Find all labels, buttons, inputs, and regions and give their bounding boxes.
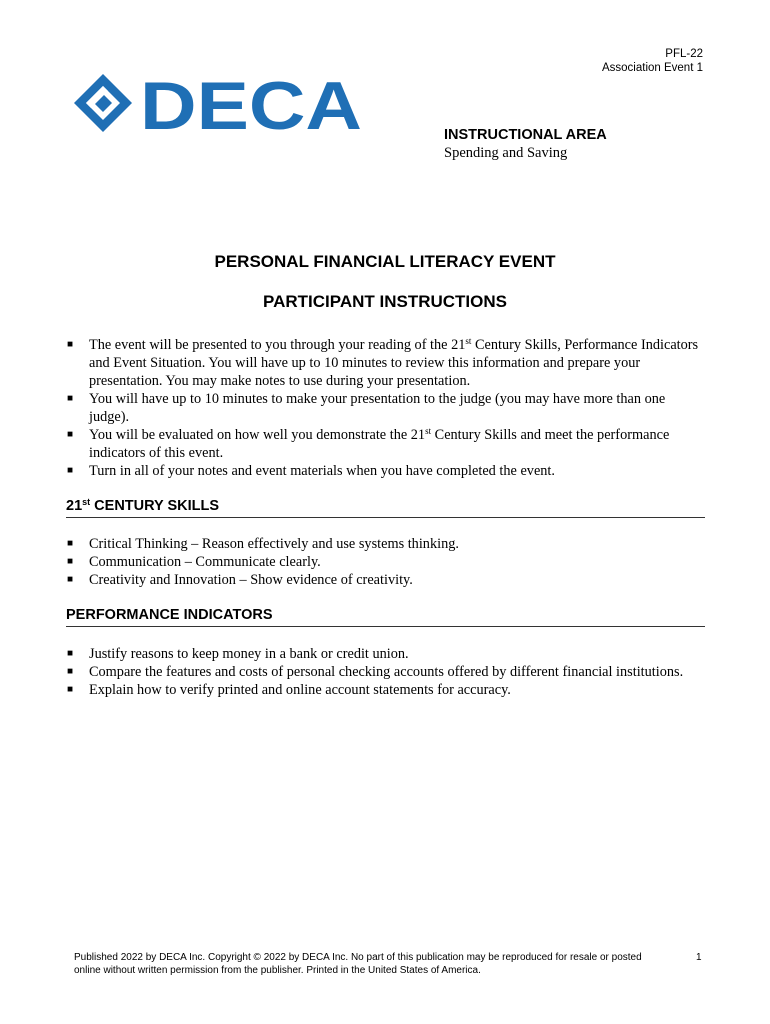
bullet-icon: ■ <box>67 666 74 677</box>
instructional-area <box>444 126 607 162</box>
instructional-area-label: INSTRUCTIONAL AREA <box>444 127 607 143</box>
list-item: ■ You will be evaluated on how well you demonstrate the 21st Century Skills and meet the performance indicators of this event. <box>67 426 670 461</box>
deca-logo <box>72 72 372 136</box>
deca-diamond-icon <box>74 74 132 132</box>
skills-heading: 21st CENTURY SKILLS <box>66 497 705 518</box>
performance-indicators-list <box>66 645 706 699</box>
list-item: ■ Justify reasons to keep money in a bank or credit union. <box>67 646 409 662</box>
list-item: ■ Creativity and Innovation – Show evidence of creativity. <box>67 572 413 588</box>
instructions-list <box>66 336 706 480</box>
instructional-area-value: Spending and Saving <box>444 145 568 161</box>
event-title: PERSONAL FINANCIAL LITERACY EVENT <box>214 252 556 271</box>
list-item: ■ Communication – Communicate clearly. <box>67 554 321 570</box>
bullet-icon: ■ <box>67 429 74 440</box>
event-code: PFL-22 <box>665 48 703 60</box>
list-item: ■ You will have up to 10 minutes to make your presentation to the judge (you may have more than one judge). <box>67 391 666 425</box>
copyright-footer: Published 2022 by DECA Inc. Copyright © 2022 by DECA Inc. No part of this publication may be reproduced for resale or posted online without written permission from the publisher. Printed in the United States of America. <box>74 952 642 976</box>
list-item: ■ Critical Thinking – Reason effectively and use systems thinking. <box>67 536 459 552</box>
list-item: ■ Explain how to verify printed and online account statements for accuracy. <box>67 682 511 698</box>
bullet-icon: ■ <box>67 538 74 549</box>
list-item: ■ Turn in all of your notes and event materials when you have completed the event. <box>67 463 555 479</box>
deca-logo-text: DECA <box>140 72 362 136</box>
list-item: ■ The event will be presented to you through your reading of the 21st Century Skills, Performance Indicators and Event Situation. You will have up to 10 minutes to review this information and prepare your presentation. You may make notes to use during your presentation. <box>67 336 699 389</box>
skills-list <box>66 535 706 589</box>
performance-indicators-heading: PERFORMANCE INDICATORS <box>66 606 705 627</box>
bullet-icon: ■ <box>67 339 74 350</box>
instructions-title: PARTICIPANT INSTRUCTIONS <box>263 292 507 311</box>
event-type: Association Event 1 <box>601 62 703 74</box>
bullet-icon: ■ <box>67 648 74 659</box>
bullet-icon: ■ <box>67 556 74 567</box>
bullet-icon: ■ <box>67 574 74 585</box>
document-code-block <box>602 47 703 75</box>
list-item: ■ Compare the features and costs of personal checking accounts offered by different financial institutions. <box>67 664 684 680</box>
bullet-icon: ■ <box>67 393 74 404</box>
bullet-icon: ■ <box>67 684 74 695</box>
page-number: 1 <box>696 952 702 963</box>
bullet-icon: ■ <box>67 465 74 476</box>
